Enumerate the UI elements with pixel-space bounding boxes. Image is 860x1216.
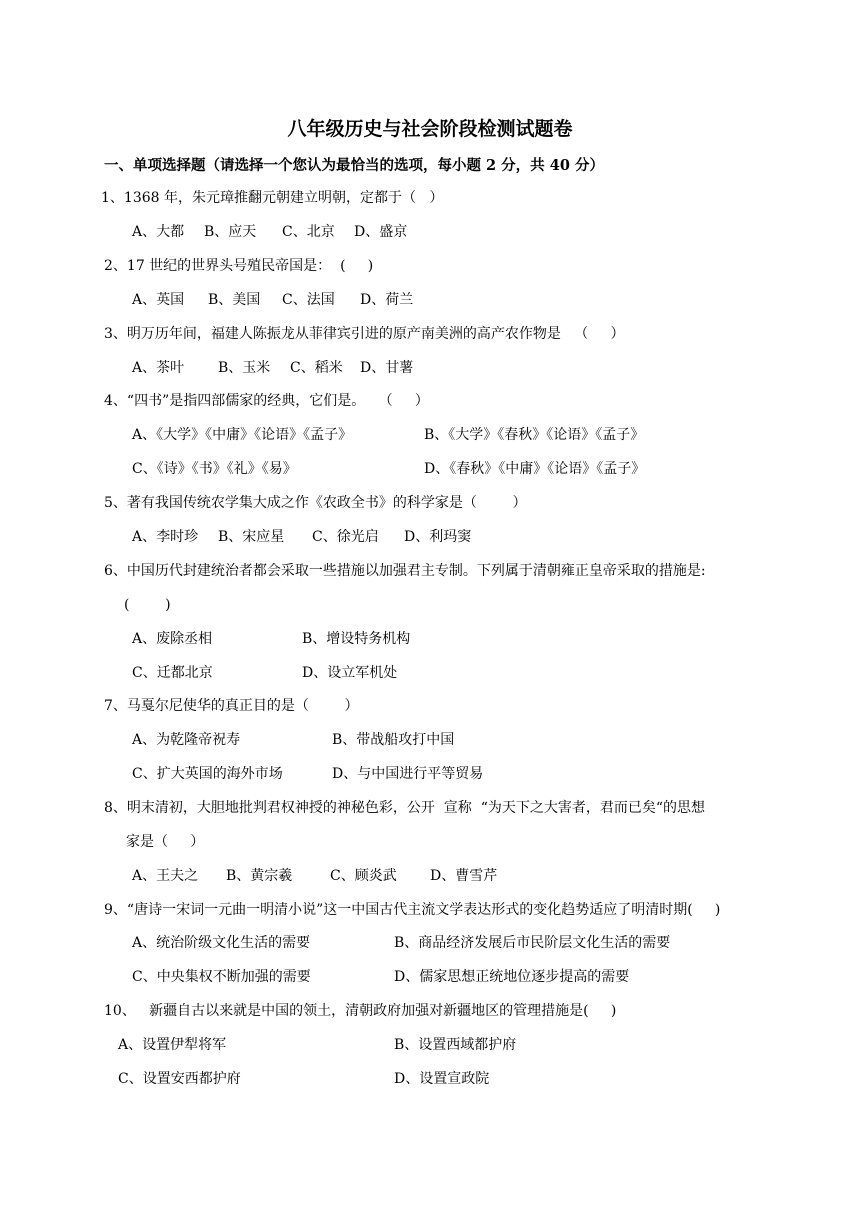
option: A、设置伊犁将军 (118, 1037, 227, 1053)
option: D、设立军机处 (302, 665, 398, 681)
option: A、英国 (132, 292, 185, 308)
option: C、设置安西都护府 (118, 1071, 241, 1087)
question-stem: 6、中国历代封建统治者都会采取一些措施以加强君主专制。下列属于清朝雍正皇帝采取的措施是: (104, 563, 706, 579)
option: A、为乾隆帝祝寿 (132, 732, 241, 748)
question-stem-continued: ( ) (124, 597, 171, 613)
option: C、《诗》《书》《礼》《易》 (132, 461, 297, 477)
option: B、玉米 (218, 360, 271, 376)
question-stem: 1、1368 年，朱元璋推翻元朝建立明朝，定都于（ ） (101, 190, 444, 206)
option: D、利玛窦 (404, 529, 472, 545)
option: C、迁都北京 (132, 665, 213, 681)
question-stem: 3、明万历年间，福建人陈振龙从菲律宾引进的原产南美洲的高产农作物是 （ ） (104, 326, 625, 342)
option: C、稻米 (290, 360, 343, 376)
option: B、带战船攻打中国 (332, 732, 455, 748)
option: D、儒家思想正统地位逐步提高的需要 (394, 969, 630, 985)
option: C、中央集权不断加强的需要 (132, 969, 311, 985)
option: D、与中国进行平等贸易 (332, 766, 484, 782)
option: D、荷兰 (360, 292, 414, 308)
option: A、废除丞相 (132, 631, 213, 647)
option: B、商品经济发展后市民阶层文化生活的需要 (394, 935, 671, 951)
question-stem: 10、 新疆自古以来就是中国的领土，清朝政府加强对新疆地区的管理措施是( ) (104, 1003, 617, 1019)
question-stem-continued: 家是（ ） (126, 834, 205, 850)
option: C、法国 (282, 292, 335, 308)
option: C、徐光启 (312, 529, 379, 545)
option: C、北京 (282, 224, 335, 240)
option: A、李时珍 (132, 529, 199, 545)
option: A、统治阶级文化生活的需要 (132, 935, 311, 951)
option: A、王夫之 (132, 868, 199, 884)
option: B、增设特务机构 (302, 631, 411, 647)
option: D、设置宣政院 (394, 1071, 490, 1087)
section-heading: 一、单项选择题（请选择一个您认为最恰当的选项，每小题 2 分，共 40 分） (104, 157, 604, 174)
option: A、茶叶 (132, 360, 185, 376)
option: D、甘薯 (360, 360, 414, 376)
option: B、《大学》《春秋》《论语》《孟子》 (424, 427, 645, 443)
question-stem: 5、著有我国传统农学集大成之作《农政全书》的科学家是（ ） (104, 495, 527, 511)
question-stem: 2、17 世纪的世界头号殖民帝国是： ( ) (104, 258, 374, 274)
option: B、黄宗羲 (226, 868, 293, 884)
option: D、《春秋》《中庸》《论语》《孟子》 (424, 461, 646, 477)
option: B、应天 (204, 224, 257, 240)
question-stem: 7、马戛尔尼使华的真正目的是（ ） (104, 698, 359, 714)
page-title: 八年级历史与社会阶段检测试题卷 (287, 118, 573, 140)
option: B、美国 (208, 292, 261, 308)
question-stem: 9、“唐诗一宋词一元曲一明清小说”这一中国古代主流文学表达形式的变化趋势适应了明清时期( ) (104, 902, 721, 918)
option: B、设置西域都护府 (394, 1037, 517, 1053)
option: A、《大学》《中庸》《论语》《孟子》 (132, 427, 353, 443)
option: C、扩大英国的海外市场 (132, 766, 283, 782)
option: B、宋应星 (218, 529, 285, 545)
option: D、曹雪芹 (430, 868, 498, 884)
option: D、盛京 (354, 224, 408, 240)
option: A、大都 (132, 224, 185, 240)
question-stem: 4、“四书”是指四部儒家的经典，它们是。 （ ） (104, 393, 429, 409)
question-stem: 8、明末清初，大胆地批判君权神授的神秘色彩，公开 宣称 “为天下之大害者，君而已矣“的思想 (104, 800, 706, 816)
option: C、顾炎武 (330, 868, 397, 884)
